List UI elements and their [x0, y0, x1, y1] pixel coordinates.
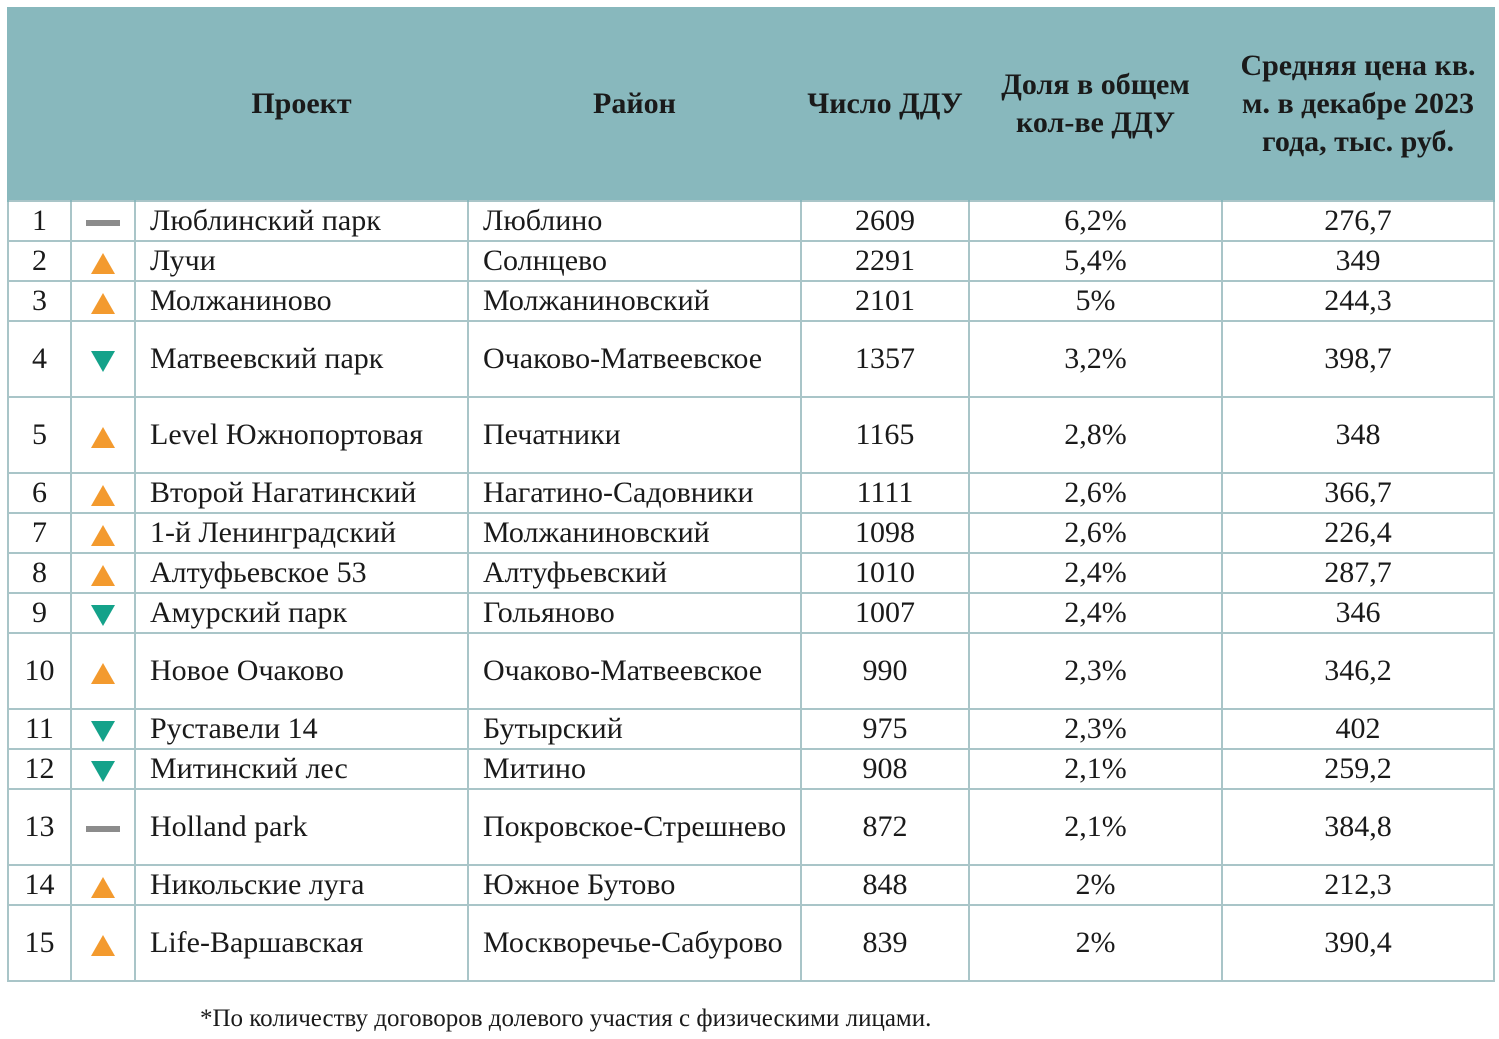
rank-number: 4	[8, 321, 71, 397]
table-body	[8, 201, 1494, 981]
table-row	[8, 513, 1494, 553]
ddu-share: 2,3%	[969, 709, 1222, 749]
trend-cell	[71, 789, 135, 865]
avg-price: 226,4	[1222, 513, 1494, 553]
ddu-count: 1010	[801, 553, 969, 593]
rank-number: 6	[8, 473, 71, 513]
ddu-share: 2,4%	[969, 553, 1222, 593]
district-name: Очаково-Матвеевское	[468, 633, 801, 709]
ddu-share: 5%	[969, 281, 1222, 321]
avg-price: 349	[1222, 241, 1494, 281]
ddu-count: 2291	[801, 241, 969, 281]
ddu-share: 2%	[969, 865, 1222, 905]
district-name: Очаково-Матвеевское	[468, 321, 801, 397]
rank-number: 5	[8, 397, 71, 473]
rank-number: 9	[8, 593, 71, 633]
triangle-up-icon	[91, 253, 115, 274]
ddu-share: 2,3%	[969, 633, 1222, 709]
ranking-table	[7, 7, 1495, 982]
district-name: Солнцево	[468, 241, 801, 281]
table-row	[8, 865, 1494, 905]
project-name: Никольские луга	[135, 865, 468, 905]
avg-price: 402	[1222, 709, 1494, 749]
avg-price: 346,2	[1222, 633, 1494, 709]
rank-number: 8	[8, 553, 71, 593]
ddu-count: 848	[801, 865, 969, 905]
ddu-share: 5,4%	[969, 241, 1222, 281]
header-trend	[71, 7, 135, 201]
district-name: Гольяново	[468, 593, 801, 633]
rank-number: 12	[8, 749, 71, 789]
avg-price: 259,2	[1222, 749, 1494, 789]
ddu-count: 975	[801, 709, 969, 749]
trend-cell	[71, 553, 135, 593]
avg-price: 348	[1222, 397, 1494, 473]
header-share: Доля в общем кол-ве ДДУ	[969, 7, 1222, 201]
trend-cell	[71, 201, 135, 241]
ddu-share: 2,4%	[969, 593, 1222, 633]
trend-cell	[71, 709, 135, 749]
triangle-down-icon	[91, 605, 115, 626]
avg-price: 212,3	[1222, 865, 1494, 905]
project-name: Holland park	[135, 789, 468, 865]
triangle-down-icon	[91, 761, 115, 782]
trend-cell	[71, 513, 135, 553]
district-name: Молжаниновский	[468, 281, 801, 321]
district-name: Люблино	[468, 201, 801, 241]
triangle-up-icon	[91, 877, 115, 898]
ddu-count: 839	[801, 905, 969, 981]
dash-icon	[86, 220, 120, 226]
table-header-row	[8, 7, 1494, 201]
table-row	[8, 553, 1494, 593]
project-name: Руставели 14	[135, 709, 468, 749]
table-row	[8, 473, 1494, 513]
footnote: *По количеству договоров долевого участия с физическими лицами.	[200, 1005, 932, 1032]
dash-icon	[86, 826, 120, 832]
rank-number: 13	[8, 789, 71, 865]
avg-price: 346	[1222, 593, 1494, 633]
ddu-count: 872	[801, 789, 969, 865]
avg-price: 390,4	[1222, 905, 1494, 981]
table-row	[8, 709, 1494, 749]
district-name: Нагатино-Садовники	[468, 473, 801, 513]
project-name: Люблинский парк	[135, 201, 468, 241]
ddu-share: 3,2%	[969, 321, 1222, 397]
project-name: Life-Варшавская	[135, 905, 468, 981]
project-name: Митинский лес	[135, 749, 468, 789]
table-row	[8, 905, 1494, 981]
trend-cell	[71, 905, 135, 981]
ddu-share: 2,1%	[969, 789, 1222, 865]
trend-cell	[71, 397, 135, 473]
table-row	[8, 397, 1494, 473]
rank-number: 3	[8, 281, 71, 321]
project-name: Молжаниново	[135, 281, 468, 321]
trend-cell	[71, 321, 135, 397]
ddu-count: 908	[801, 749, 969, 789]
ddu-count: 1357	[801, 321, 969, 397]
district-name: Печатники	[468, 397, 801, 473]
ddu-count: 2101	[801, 281, 969, 321]
rank-number: 14	[8, 865, 71, 905]
triangle-up-icon	[91, 427, 115, 448]
project-name: Лучи	[135, 241, 468, 281]
avg-price: 244,3	[1222, 281, 1494, 321]
project-name: Матвеевский парк	[135, 321, 468, 397]
district-name: Южное Бутово	[468, 865, 801, 905]
trend-cell	[71, 281, 135, 321]
avg-price: 276,7	[1222, 201, 1494, 241]
triangle-down-icon	[91, 721, 115, 742]
table-row	[8, 281, 1494, 321]
ddu-share: 2,6%	[969, 513, 1222, 553]
rank-number: 11	[8, 709, 71, 749]
header-ddu-count: Число ДДУ	[801, 7, 969, 201]
ddu-count: 990	[801, 633, 969, 709]
ddu-count: 1007	[801, 593, 969, 633]
rank-number: 1	[8, 201, 71, 241]
district-name: Покровское-Стрешнево	[468, 789, 801, 865]
trend-cell	[71, 593, 135, 633]
triangle-up-icon	[91, 293, 115, 314]
avg-price: 398,7	[1222, 321, 1494, 397]
ddu-share: 6,2%	[969, 201, 1222, 241]
avg-price: 287,7	[1222, 553, 1494, 593]
triangle-up-icon	[91, 663, 115, 684]
ddu-count: 1098	[801, 513, 969, 553]
district-name: Алтуфьевский	[468, 553, 801, 593]
table-row	[8, 749, 1494, 789]
district-name: Молжаниновский	[468, 513, 801, 553]
triangle-up-icon	[91, 935, 115, 956]
avg-price: 384,8	[1222, 789, 1494, 865]
rank-number: 2	[8, 241, 71, 281]
table-row	[8, 321, 1494, 397]
rank-number: 10	[8, 633, 71, 709]
triangle-down-icon	[91, 351, 115, 372]
ddu-share: 2,1%	[969, 749, 1222, 789]
project-name: Новое Очаково	[135, 633, 468, 709]
ddu-share: 2,6%	[969, 473, 1222, 513]
project-name: Амурский парк	[135, 593, 468, 633]
project-name: Второй Нагатинский	[135, 473, 468, 513]
trend-cell	[71, 633, 135, 709]
triangle-up-icon	[91, 485, 115, 506]
table-row	[8, 593, 1494, 633]
project-name: 1-й Ленинградский	[135, 513, 468, 553]
ddu-count: 1165	[801, 397, 969, 473]
ddu-count: 1111	[801, 473, 969, 513]
header-avg-price: Средняя цена кв. м. в декабре 2023 года, тыс. руб.	[1222, 7, 1494, 201]
avg-price: 366,7	[1222, 473, 1494, 513]
district-name: Митино	[468, 749, 801, 789]
trend-cell	[71, 241, 135, 281]
table-row	[8, 201, 1494, 241]
header-project: Проект	[135, 7, 468, 201]
trend-cell	[71, 473, 135, 513]
table-row	[8, 241, 1494, 281]
project-name: Level Южнопортовая	[135, 397, 468, 473]
ddu-count: 2609	[801, 201, 969, 241]
rank-number: 7	[8, 513, 71, 553]
triangle-up-icon	[91, 525, 115, 546]
table-row	[8, 789, 1494, 865]
project-name: Алтуфьевское 53	[135, 553, 468, 593]
header-num	[8, 7, 71, 201]
district-name: Бутырский	[468, 709, 801, 749]
trend-cell	[71, 749, 135, 789]
trend-cell	[71, 865, 135, 905]
header-district: Район	[468, 7, 801, 201]
table-row	[8, 633, 1494, 709]
district-name: Москворечье-Сабурово	[468, 905, 801, 981]
ddu-share: 2,8%	[969, 397, 1222, 473]
triangle-up-icon	[91, 565, 115, 586]
rank-number: 15	[8, 905, 71, 981]
ddu-share: 2%	[969, 905, 1222, 981]
